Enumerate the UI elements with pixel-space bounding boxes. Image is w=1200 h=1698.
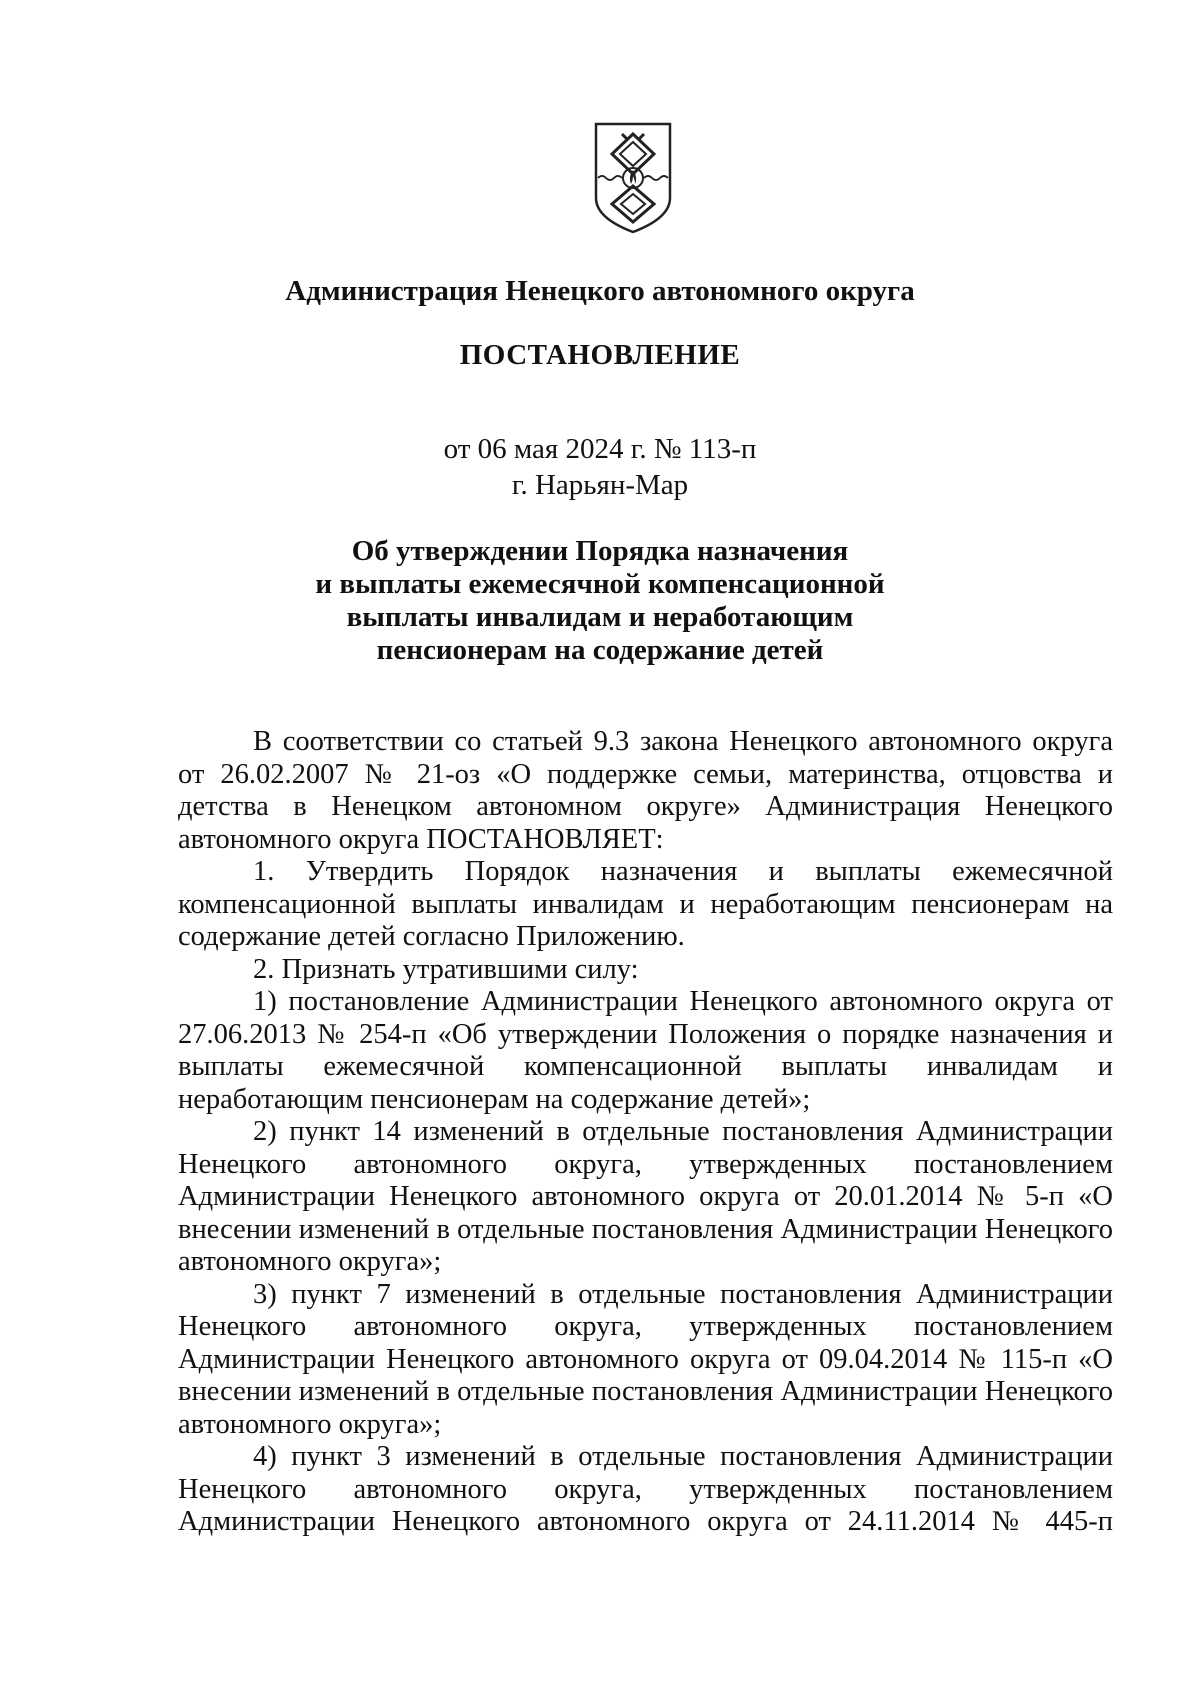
document-date-number: от 06 мая 2024 г. № 113-п xyxy=(443,433,757,465)
title-line: пенсионерам на содержание детей xyxy=(376,634,824,666)
paragraph-preamble: В соответствии со статьей 9.3 закона Ненецкого автономного округа от 26.02.2007 № 21-оз «О поддержке семьи, материнства, отцовства и детства в Ненецком автономном округе» Администрация Ненецкого автономного округа ПОСТАНОВЛЯЕТ: xyxy=(178,726,1113,855)
paragraph-subitem-4: 4) пункт 3 изменений в отдельные постановления Администрации Ненецкого автономного округа, утвержденных постановлением Администрации Ненецкого автономного округа от 24.11.2014 № 445-п xyxy=(178,1441,1113,1537)
paragraph-subitem-1: 1) постановление Администрации Ненецкого автономного округа от 27.06.2013 № 254-п «Об утверждении Положения о порядке назначения и выплаты ежемесячной компенсационной выплаты инвалидам и неработающим пенсионерам на содержание детей»; xyxy=(178,986,1113,1115)
title-line: выплаты инвалидам и неработающим xyxy=(346,601,854,633)
document-type: ПОСТАНОВЛЕНИЕ xyxy=(459,339,741,371)
document-body xyxy=(178,726,1113,1539)
coat-of-arms-icon xyxy=(592,120,674,238)
paragraph-item-1: 1. Утвердить Порядок назначения и выплаты ежемесячной компенсационной выплаты инвалидам и неработающим пенсионерам на содержание детей согласно Приложению. xyxy=(178,856,1113,952)
title-line: и выплаты ежемесячной компенсационной xyxy=(315,568,885,600)
paragraph-item-2: 2. Признать утратившими силу: xyxy=(253,953,639,985)
document-title xyxy=(0,535,1200,667)
paragraph-subitem-3: 3) пункт 7 изменений в отдельные постановления Администрации Ненецкого автономного округа, утвержденных постановлением Администрации Ненецкого автономного округа от 09.04.2014 № 115-п «О внесении изменений в отдельные постановления Администрации Ненецкого автономного округа»; xyxy=(178,1278,1113,1440)
title-line: Об утверждении Порядка назначения xyxy=(351,535,849,567)
paragraph-subitem-2: 2) пункт 14 изменений в отдельные постановления Администрации Ненецкого автономного округа, утвержденных постановлением Администрации Ненецкого автономного округа от 20.01.2014 № 5-п «О внесении изменений в отдельные постановления Администрации Ненецкого автономного округа»; xyxy=(178,1116,1113,1277)
organization-name: Администрация Ненецкого автономного округа xyxy=(285,275,915,307)
document-city: г. Нарьян-Мар xyxy=(511,469,689,501)
